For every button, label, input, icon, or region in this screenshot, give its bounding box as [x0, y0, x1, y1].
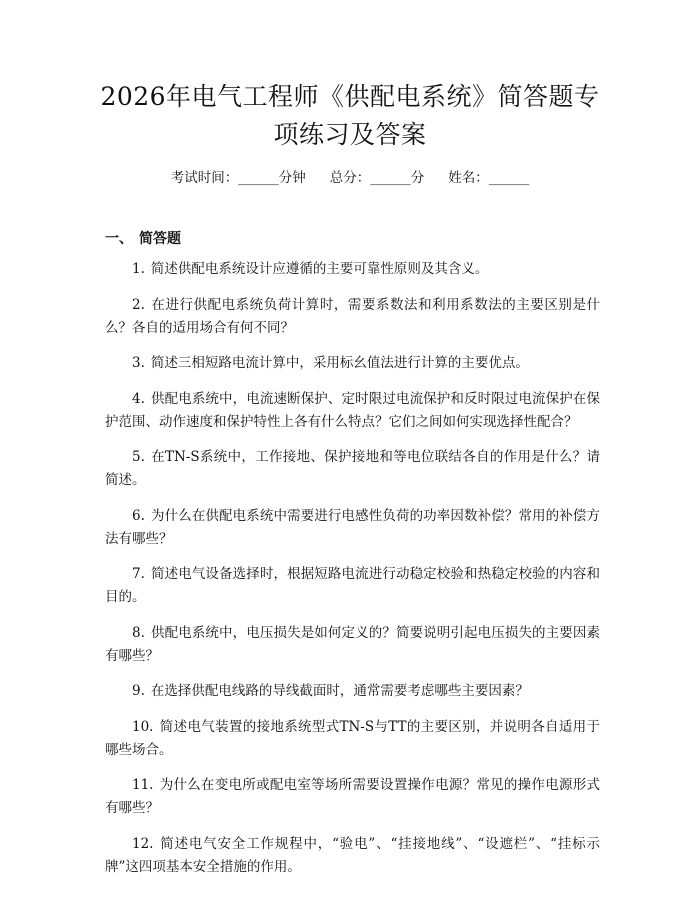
question-item	[105, 680, 600, 703]
question-number: 12.	[132, 835, 154, 852]
question-text: 为什么在变电所或配电室等场所需要设置操作电源？常见的操作电源形式有哪些？	[105, 777, 600, 816]
question-text: 在TN-S系统中，工作接地、保护接地和等电位联结各自的作用是什么？请简述。	[105, 449, 600, 488]
document-title-line-2: 项练习及答案	[273, 120, 427, 149]
question-item	[105, 294, 600, 340]
question-item	[105, 352, 600, 375]
question-item	[105, 388, 600, 434]
section-heading	[105, 229, 181, 249]
question-number: 10.	[132, 718, 154, 735]
question-number: 3.	[132, 355, 145, 371]
question-item	[105, 622, 600, 668]
question-text: 简述电气设备选择时，根据短路电流进行动稳定校验和热稳定校验的内容和目的。	[105, 566, 600, 605]
document-title-line-1: 2026年电气工程师《供配电系统》简答题专	[100, 82, 600, 111]
question-item	[105, 258, 600, 281]
exam-info	[0, 168, 700, 188]
question-text: 简述三相短路电流计算中，采用标幺值法进行计算的主要优点。	[150, 355, 529, 371]
question-item	[105, 833, 600, 879]
question-item	[105, 563, 600, 609]
question-number: 5.	[132, 449, 145, 465]
section-number: 一、	[105, 231, 133, 247]
question-text: 简述电气安全工作规程中，“验电”、“挂接地线”、“设遮栏”、“挂标示牌”这四项基本安全措施的作用。	[105, 835, 600, 875]
question-text: 在选择供配电线路的导线截面时，通常需要考虑哪些主要因素？	[150, 683, 529, 699]
exam-time-label: 考试时间：______分钟	[170, 170, 306, 186]
question-item	[105, 446, 600, 492]
document-title	[80, 78, 620, 154]
question-number: 8.	[132, 624, 145, 641]
question-text: 供配电系统中，电流速断保护、定时限过电流保护和反时限过电流保护在保护范围、动作速度和保护特性上各有什么特点？它们之间如何实现选择性配合？	[105, 390, 600, 430]
exam-name-label: 姓名：______	[448, 170, 530, 186]
exam-score-label: 总分：______分	[329, 170, 425, 186]
question-text: 供配电系统中，电压损失是如何定义的？简要说明引起电压损失的主要因素有哪些？	[105, 624, 600, 664]
question-number: 6.	[132, 507, 145, 524]
section-title: 简答题	[139, 231, 181, 247]
question-number: 1.	[132, 261, 145, 277]
question-item	[105, 505, 600, 551]
question-text: 为什么在供配电系统中需要进行电感性负荷的功率因数补偿？常用的补偿方法有哪些？	[105, 507, 600, 547]
question-number: 7.	[132, 566, 145, 582]
question-text: 简述供配电系统设计应遵循的主要可靠性原则及其含义。	[150, 261, 489, 277]
question-item	[105, 716, 600, 762]
question-number: 9.	[132, 683, 145, 699]
question-number: 11.	[132, 777, 154, 793]
question-number: 2.	[132, 296, 145, 313]
question-number: 4.	[132, 390, 145, 407]
question-item	[105, 774, 600, 820]
question-text: 简述电气装置的接地系统型式TN-S与TT的主要区别，并说明各自适用于哪些场合。	[105, 718, 600, 758]
question-list	[105, 258, 600, 891]
question-text: 在进行供配电系统负荷计算时，需要系数法和利用系数法的主要区别是什么？各自的适用场合有何不同？	[105, 296, 600, 336]
